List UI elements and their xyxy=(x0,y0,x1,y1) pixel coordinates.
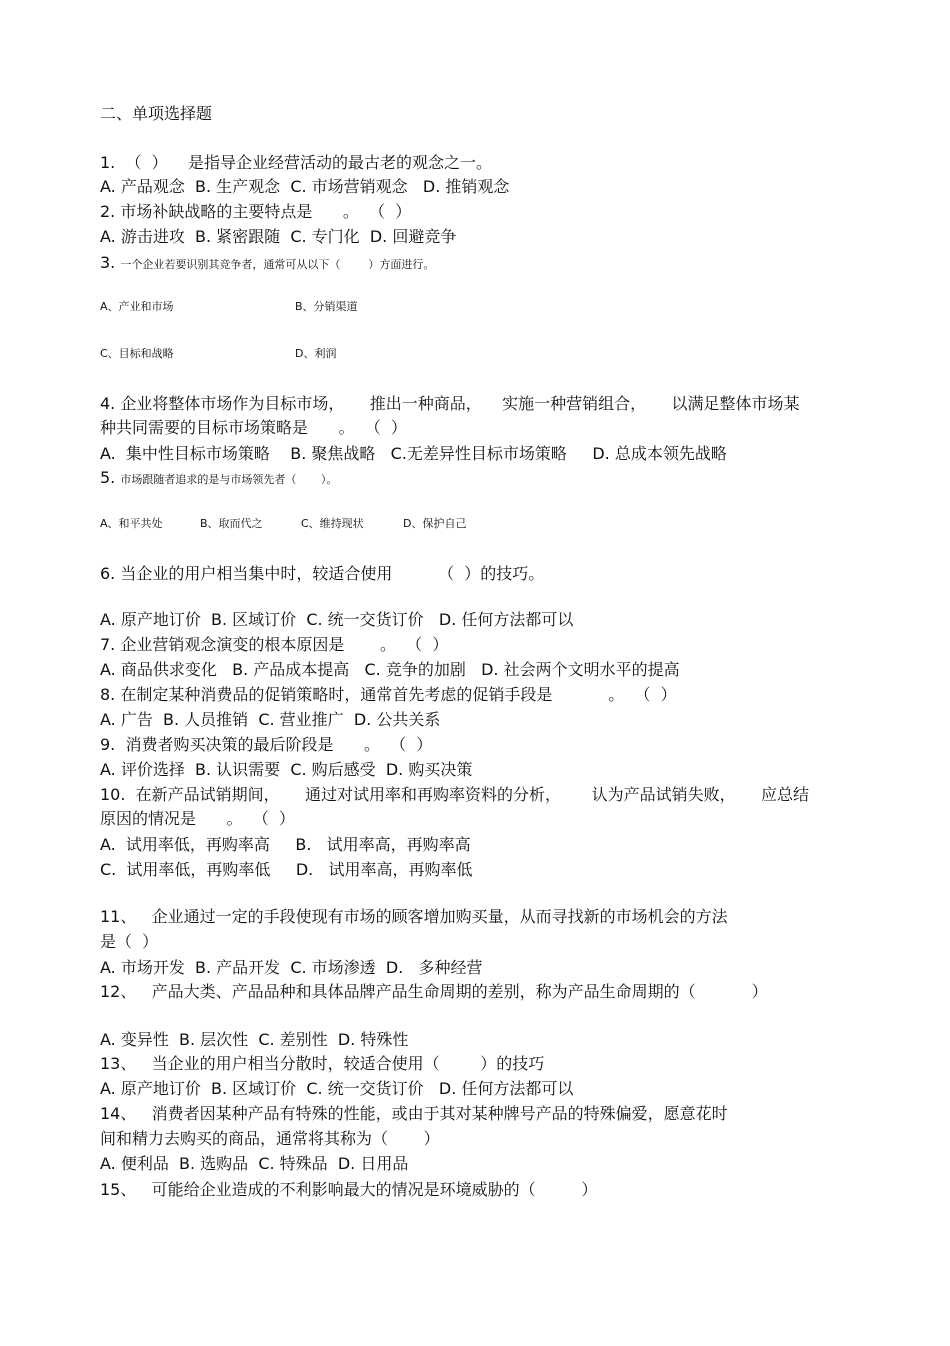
question-3-text: 一个企业若要识别其竞争者，通常可从以下（ ）方面进行。 xyxy=(120,258,435,271)
question-5-option-c: C、维持现状 xyxy=(301,517,364,530)
question-10-options-ab: A. 试用率低，再购率高 B. 试用率高，再购率高 xyxy=(100,835,471,854)
question-3-option-c: C、目标和战略 xyxy=(100,347,174,360)
question-7-options: A. 商品供求变化 B. 产品成本提高 C. 竞争的加剧 D. 社会两个文明水平的提高 xyxy=(100,660,680,679)
question-5-text: 市场跟随者追求的是与市场领先者（ ）。 xyxy=(120,473,338,486)
question-9-options: A. 评价选择 B. 认识需要 C. 购后感受 D. 购买决策 xyxy=(100,760,473,779)
question-10-line-2: 原因的情况是 。 （ ） xyxy=(100,809,295,828)
question-1-options: A. 产品观念 B. 生产观念 C. 市场营销观念 D. 推销观念 xyxy=(100,177,510,196)
question-5-option-b: B、取而代之 xyxy=(200,517,263,530)
question-10-line-1: 10. 在新产品试销期间， 通过对试用率和再购率资料的分析， 认为产品试销失败， 应总结 xyxy=(100,785,809,804)
question-11-line-2: 是（ ） xyxy=(100,932,159,951)
question-5-option-d: D、保护自己 xyxy=(403,517,467,530)
question-12-options: A. 变异性 B. 层次性 C. 差别性 D. 特殊性 xyxy=(100,1030,409,1049)
question-3 xyxy=(100,253,434,273)
question-9: 9. 消费者购买决策的最后阶段是 。 （ ） xyxy=(100,735,433,754)
question-4-line-1: 4. 企业将整体市场作为目标市场， 推出一种商品， 实施一种营销组合， 以满足整体市场某 xyxy=(100,394,800,413)
question-14-line-1: 14、 消费者因某种产品有特殊的性能，或由于其对某种牌号产品的特殊偏爱，愿意花时 xyxy=(100,1104,728,1123)
question-13-options: A. 原产地订价 B. 区域订价 C. 统一交货订价 D. 任何方法都可以 xyxy=(100,1079,574,1098)
question-4-options: A. 集中性目标市场策略 B. 聚焦战略 C.无差异性目标市场策略 D. 总成本领先战略 xyxy=(100,444,727,463)
question-3-number: 3. xyxy=(100,253,116,272)
question-10-options-cd: C. 试用率低，再购率低 D. 试用率高，再购率低 xyxy=(100,860,473,879)
question-2-options: A. 游击进攻 B. 紧密跟随 C. 专门化 D. 回避竞争 xyxy=(100,227,457,246)
question-11-options: A. 市场开发 B. 产品开发 C. 市场渗透 D. 多种经营 xyxy=(100,958,483,977)
question-13: 13、 当企业的用户相当分散时，较适合使用（ ）的技巧 xyxy=(100,1054,545,1073)
question-14-line-2: 间和精力去购买的商品，通常将其称为（ ） xyxy=(100,1129,440,1148)
section-title: 二、单项选择题 xyxy=(100,104,213,123)
question-8-options: A. 广告 B. 人员推销 C. 营业推广 D. 公共关系 xyxy=(100,710,441,729)
question-3-option-a: A、产业和市场 xyxy=(100,300,174,313)
question-5-option-a: A、和平共处 xyxy=(100,517,163,530)
question-15: 15、 可能给企业造成的不利影响最大的情况是环境威胁的（ ） xyxy=(100,1180,598,1199)
question-6: 6. 当企业的用户相当集中时，较适合使用 （ ）的技巧。 xyxy=(100,564,545,583)
question-6-options: A. 原产地订价 B. 区域订价 C. 统一交货订价 D. 任何方法都可以 xyxy=(100,610,574,629)
question-3-option-d: D、利润 xyxy=(295,347,337,360)
question-11-line-1: 11、 企业通过一定的手段使现有市场的顾客增加购买量，从而寻找新的市场机会的方法 xyxy=(100,907,728,926)
question-3-option-b: B、分销渠道 xyxy=(295,300,358,313)
question-2: 2. 市场补缺战略的主要特点是 。 （ ） xyxy=(100,202,412,221)
question-8: 8. 在制定某种消费品的促销策略时，通常首先考虑的促销手段是 。 （ ） xyxy=(100,685,677,704)
question-4-line-2: 种共同需要的目标市场策略是 。 （ ） xyxy=(100,418,407,437)
question-5-number: 5. xyxy=(100,468,116,487)
question-14-options: A. 便利品 B. 选购品 C. 特殊品 D. 日用品 xyxy=(100,1154,409,1173)
question-1: 1. （ ） 是指导企业经营活动的最古老的观念之一。 xyxy=(100,153,492,172)
question-12: 12、 产品大类、产品品种和具体品牌产品生命周期的差别，称为产品生命周期的（ ） xyxy=(100,982,768,1001)
question-7: 7. 企业营销观念演变的根本原因是 。 （ ） xyxy=(100,635,449,654)
question-5 xyxy=(100,468,337,488)
